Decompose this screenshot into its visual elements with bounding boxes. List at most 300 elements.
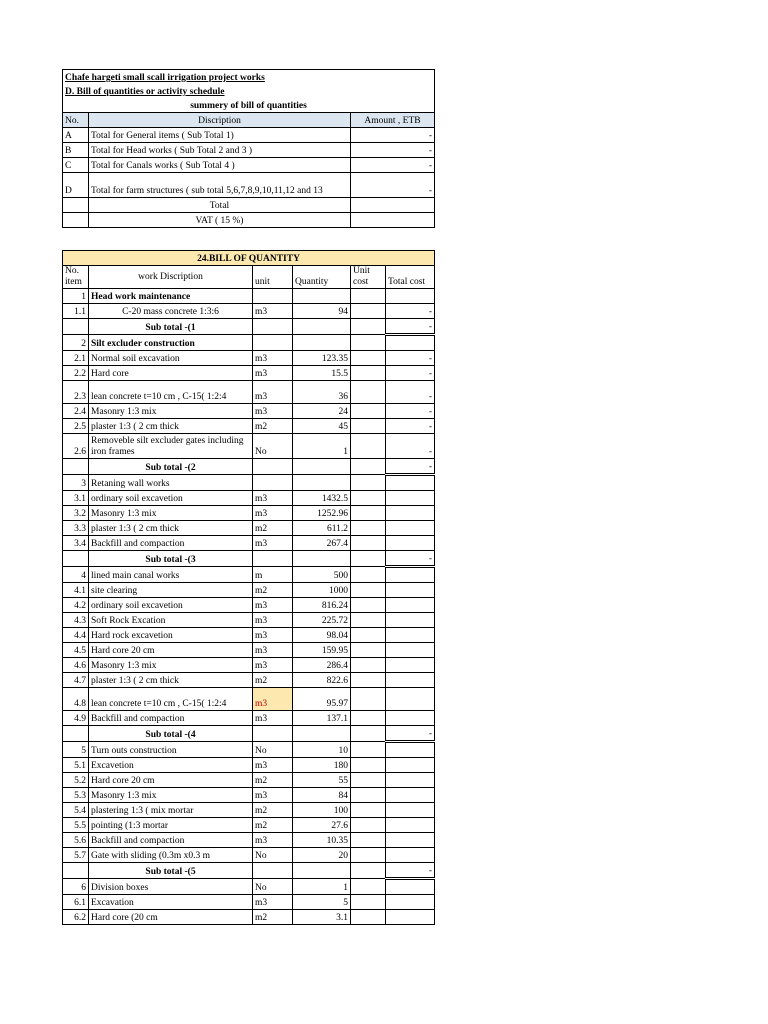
unit-cost bbox=[351, 726, 386, 742]
unit-cost bbox=[351, 673, 386, 688]
work-description: Soft Rock Excation bbox=[89, 613, 253, 628]
total-cost bbox=[386, 598, 435, 613]
unit: No bbox=[253, 742, 293, 758]
work-description: Division boxes bbox=[89, 879, 253, 895]
unit-cost bbox=[351, 335, 386, 351]
table-row bbox=[63, 434, 435, 459]
row-no: A bbox=[63, 128, 89, 143]
summary-row bbox=[63, 128, 435, 143]
unit: m3 bbox=[253, 833, 293, 848]
item-no: 3.3 bbox=[63, 521, 89, 536]
item-no: 5.3 bbox=[63, 788, 89, 803]
quantity: 100 bbox=[293, 803, 351, 818]
quantity: 94 bbox=[293, 304, 351, 319]
total-cost: - bbox=[386, 351, 435, 366]
unit: m2 bbox=[253, 419, 293, 434]
work-description: Masonry 1:3 mix bbox=[89, 404, 253, 419]
table-row bbox=[63, 335, 435, 351]
table-row bbox=[63, 742, 435, 758]
quantity: 123.35 bbox=[293, 351, 351, 366]
table-row bbox=[63, 419, 435, 434]
unit-cost bbox=[351, 688, 386, 711]
summary-row bbox=[63, 173, 435, 198]
item-no bbox=[63, 459, 89, 475]
summary-row bbox=[63, 143, 435, 158]
quantity: 10 bbox=[293, 742, 351, 758]
unit-cost bbox=[351, 658, 386, 673]
total-cost bbox=[386, 895, 435, 910]
quantity: 225.72 bbox=[293, 613, 351, 628]
table-row bbox=[63, 289, 435, 304]
unit-cost bbox=[351, 758, 386, 773]
unit-cost bbox=[351, 818, 386, 833]
table-row bbox=[63, 848, 435, 863]
unit: m3 bbox=[253, 643, 293, 658]
vat-label: VAT ( 15 %) bbox=[89, 213, 351, 228]
unit: m2 bbox=[253, 673, 293, 688]
item-no: 5.7 bbox=[63, 848, 89, 863]
total-cost bbox=[386, 475, 435, 491]
unit bbox=[253, 459, 293, 475]
item-no: 6 bbox=[63, 879, 89, 895]
quantity: 98.04 bbox=[293, 628, 351, 643]
total-cost: - bbox=[386, 381, 435, 404]
subtotal-row bbox=[63, 726, 435, 742]
total-cost bbox=[386, 848, 435, 863]
total-cost: - bbox=[386, 304, 435, 319]
unit-cost bbox=[351, 833, 386, 848]
unit-cost bbox=[351, 289, 386, 304]
quantity: 3.1 bbox=[293, 910, 351, 925]
subtotal-row bbox=[63, 863, 435, 879]
quantity: 1 bbox=[293, 879, 351, 895]
total-cost bbox=[386, 773, 435, 788]
total-cost bbox=[386, 879, 435, 895]
work-description: C-20 mass concrete 1:3:6 bbox=[89, 304, 253, 319]
quantity: 500 bbox=[293, 567, 351, 583]
boq-banner: 24.BILL OF QUANTITY bbox=[63, 251, 435, 266]
work-description: Hard core 20 cm bbox=[89, 773, 253, 788]
header-description: Discription bbox=[89, 113, 351, 128]
total-label: Total bbox=[89, 198, 351, 213]
total-cost bbox=[386, 758, 435, 773]
unit: m2 bbox=[253, 583, 293, 598]
unit bbox=[253, 726, 293, 742]
table-row bbox=[63, 879, 435, 895]
table-row bbox=[63, 673, 435, 688]
subtotal-row bbox=[63, 459, 435, 475]
quantity: 15.5 bbox=[293, 366, 351, 381]
unit-cost bbox=[351, 419, 386, 434]
table-row bbox=[63, 773, 435, 788]
unit-cost bbox=[351, 803, 386, 818]
work-description: Sub total -(2 bbox=[89, 459, 253, 475]
work-description: Hard core 20 cm bbox=[89, 643, 253, 658]
quantity: 286.4 bbox=[293, 658, 351, 673]
table-row bbox=[63, 628, 435, 643]
quantity: 1000 bbox=[293, 583, 351, 598]
header-unit: unit bbox=[253, 266, 293, 289]
work-description: Removeble silt excluder gates including iron frames bbox=[89, 434, 253, 459]
work-description: Masonry 1:3 mix bbox=[89, 658, 253, 673]
row-no: D bbox=[63, 173, 89, 198]
work-description: Gate with sliding (0.3m x0.3 m bbox=[89, 848, 253, 863]
empty-cell bbox=[63, 213, 89, 228]
quantity: 27.6 bbox=[293, 818, 351, 833]
unit: m3 bbox=[253, 598, 293, 613]
row-amount: - bbox=[351, 128, 435, 143]
quantity: 45 bbox=[293, 419, 351, 434]
total-cost: - bbox=[386, 863, 435, 879]
work-description: lined main canal works bbox=[89, 567, 253, 583]
unit: m2 bbox=[253, 910, 293, 925]
item-no: 5.4 bbox=[63, 803, 89, 818]
subtotal-row bbox=[63, 551, 435, 567]
item-no bbox=[63, 726, 89, 742]
unit: m3 bbox=[253, 536, 293, 551]
table-row bbox=[63, 506, 435, 521]
quantity: 267.4 bbox=[293, 536, 351, 551]
unit-cost bbox=[351, 863, 386, 879]
bill-of-quantity-table bbox=[62, 250, 435, 925]
total-cost bbox=[386, 673, 435, 688]
item-no: 5.6 bbox=[63, 833, 89, 848]
total-cost bbox=[386, 833, 435, 848]
work-description: ordinary soil excavetion bbox=[89, 598, 253, 613]
unit-cost bbox=[351, 434, 386, 459]
item-no: 2.2 bbox=[63, 366, 89, 381]
header-no: No. bbox=[63, 113, 89, 128]
unit-cost bbox=[351, 773, 386, 788]
item-no bbox=[63, 863, 89, 879]
total-cost: - bbox=[386, 366, 435, 381]
table-row bbox=[63, 758, 435, 773]
work-description: Masonry 1:3 mix bbox=[89, 788, 253, 803]
work-description: Silt excluder construction bbox=[89, 335, 253, 351]
total-cost bbox=[386, 643, 435, 658]
item-no: 4.7 bbox=[63, 673, 89, 688]
table-row bbox=[63, 521, 435, 536]
unit: m2 bbox=[253, 521, 293, 536]
unit: m3 bbox=[253, 506, 293, 521]
unit-cost bbox=[351, 583, 386, 598]
unit-cost bbox=[351, 628, 386, 643]
quantity: 159.95 bbox=[293, 643, 351, 658]
total-cost: - bbox=[386, 319, 435, 335]
unit-cost bbox=[351, 598, 386, 613]
quantity: 611.2 bbox=[293, 521, 351, 536]
total-cost: - bbox=[386, 419, 435, 434]
unit: m3 bbox=[253, 895, 293, 910]
quantity: 822.6 bbox=[293, 673, 351, 688]
unit: m3 bbox=[253, 381, 293, 404]
unit: m3 bbox=[253, 351, 293, 366]
total-cost bbox=[386, 536, 435, 551]
row-no: B bbox=[63, 143, 89, 158]
unit bbox=[253, 863, 293, 879]
quantity bbox=[293, 475, 351, 491]
unit: m2 bbox=[253, 773, 293, 788]
total-cost bbox=[386, 711, 435, 726]
quantity bbox=[293, 335, 351, 351]
unit-cost bbox=[351, 551, 386, 567]
row-description: Total for farm structures ( sub total 5,6,7,8,9,10,11,12 and 13 bbox=[89, 173, 351, 198]
item-no: 4.6 bbox=[63, 658, 89, 673]
section-title: D. Bill of quantities or activity schedule bbox=[63, 84, 435, 98]
unit bbox=[253, 551, 293, 567]
unit-cost bbox=[351, 366, 386, 381]
empty-cell bbox=[63, 198, 89, 213]
work-description: ordinary soil excavetion bbox=[89, 491, 253, 506]
quantity bbox=[293, 289, 351, 304]
unit: m3 bbox=[253, 688, 293, 711]
item-no: 4 bbox=[63, 567, 89, 583]
unit-cost bbox=[351, 491, 386, 506]
unit: m3 bbox=[253, 304, 293, 319]
header-total-cost: Total cost bbox=[386, 266, 435, 289]
work-description: plaster 1:3 ( 2 cm thick bbox=[89, 419, 253, 434]
header-item-no: No. item bbox=[63, 266, 89, 289]
work-description: plaster 1:3 ( 2 cm thick bbox=[89, 521, 253, 536]
unit: m3 bbox=[253, 628, 293, 643]
unit: No bbox=[253, 434, 293, 459]
item-no: 4.5 bbox=[63, 643, 89, 658]
table-row bbox=[63, 788, 435, 803]
table-row bbox=[63, 910, 435, 925]
quantity bbox=[293, 726, 351, 742]
item-no: 2.3 bbox=[63, 381, 89, 404]
table-row bbox=[63, 688, 435, 711]
boq-body bbox=[63, 289, 435, 925]
unit-cost bbox=[351, 567, 386, 583]
work-description: plaster 1:3 ( 2 cm thick bbox=[89, 673, 253, 688]
quantity bbox=[293, 319, 351, 335]
summary-subtitle: summery of bill of quantities bbox=[63, 98, 435, 113]
quantity: 137.1 bbox=[293, 711, 351, 726]
unit: No bbox=[253, 879, 293, 895]
total-cost: - bbox=[386, 459, 435, 475]
unit-cost bbox=[351, 351, 386, 366]
work-description: Turn outs construction bbox=[89, 742, 253, 758]
table-row bbox=[63, 613, 435, 628]
work-description: Backfill and compaction bbox=[89, 833, 253, 848]
unit-cost bbox=[351, 304, 386, 319]
unit-cost bbox=[351, 319, 386, 335]
table-row bbox=[63, 304, 435, 319]
row-description: Total for General items ( Sub Total 1) bbox=[89, 128, 351, 143]
work-description: Backfill and compaction bbox=[89, 536, 253, 551]
unit-cost bbox=[351, 404, 386, 419]
header-unit-cost: Unit cost bbox=[351, 266, 386, 289]
unit-cost bbox=[351, 506, 386, 521]
unit-cost bbox=[351, 475, 386, 491]
unit: m bbox=[253, 567, 293, 583]
unit bbox=[253, 475, 293, 491]
total-cost bbox=[386, 658, 435, 673]
unit-cost bbox=[351, 848, 386, 863]
total-cost bbox=[386, 910, 435, 925]
item-no: 3.2 bbox=[63, 506, 89, 521]
item-no: 3.1 bbox=[63, 491, 89, 506]
unit-cost bbox=[351, 879, 386, 895]
quantity: 20 bbox=[293, 848, 351, 863]
item-no: 6.1 bbox=[63, 895, 89, 910]
table-row bbox=[63, 404, 435, 419]
unit: m3 bbox=[253, 788, 293, 803]
item-no: 6.2 bbox=[63, 910, 89, 925]
unit-cost bbox=[351, 910, 386, 925]
unit-cost bbox=[351, 521, 386, 536]
total-amount bbox=[351, 198, 435, 213]
table-row bbox=[63, 895, 435, 910]
unit: m3 bbox=[253, 711, 293, 726]
work-description: Sub total -(5 bbox=[89, 863, 253, 879]
unit-cost bbox=[351, 536, 386, 551]
work-description: pointing (1:3 mortar bbox=[89, 818, 253, 833]
unit-cost bbox=[351, 381, 386, 404]
unit: m3 bbox=[253, 658, 293, 673]
item-no: 1 bbox=[63, 289, 89, 304]
work-description: Head work maintenance bbox=[89, 289, 253, 304]
total-cost bbox=[386, 688, 435, 711]
total-cost bbox=[386, 521, 435, 536]
quantity: 24 bbox=[293, 404, 351, 419]
item-no: 5.1 bbox=[63, 758, 89, 773]
unit-cost bbox=[351, 788, 386, 803]
table-row bbox=[63, 475, 435, 491]
item-no: 4.2 bbox=[63, 598, 89, 613]
total-cost bbox=[386, 788, 435, 803]
table-row bbox=[63, 833, 435, 848]
unit-cost bbox=[351, 613, 386, 628]
table-row bbox=[63, 381, 435, 404]
row-amount: - bbox=[351, 173, 435, 198]
table-row bbox=[63, 643, 435, 658]
item-no bbox=[63, 551, 89, 567]
unit: m3 bbox=[253, 404, 293, 419]
unit-cost bbox=[351, 643, 386, 658]
work-description: Backfill and compaction bbox=[89, 711, 253, 726]
quantity: 55 bbox=[293, 773, 351, 788]
row-description: Total for Head works ( Sub Total 2 and 3 ) bbox=[89, 143, 351, 158]
work-description: Normal soil excavation bbox=[89, 351, 253, 366]
work-description: site clearing bbox=[89, 583, 253, 598]
unit bbox=[253, 289, 293, 304]
quantity: 816.24 bbox=[293, 598, 351, 613]
table-row bbox=[63, 711, 435, 726]
total-cost bbox=[386, 567, 435, 583]
table-row bbox=[63, 351, 435, 366]
row-no: C bbox=[63, 158, 89, 173]
table-row bbox=[63, 583, 435, 598]
total-cost bbox=[386, 742, 435, 758]
total-cost bbox=[386, 628, 435, 643]
work-description: Excavetion bbox=[89, 758, 253, 773]
total-cost: - bbox=[386, 551, 435, 567]
total-cost bbox=[386, 335, 435, 351]
work-description: Hard core (20 cm bbox=[89, 910, 253, 925]
work-description: lean concrete t=10 cm , C-15( 1:2:4 bbox=[89, 381, 253, 404]
unit: m3 bbox=[253, 366, 293, 381]
unit bbox=[253, 319, 293, 335]
unit: No bbox=[253, 848, 293, 863]
header-quantity: Quantity bbox=[293, 266, 351, 289]
quantity: 10.35 bbox=[293, 833, 351, 848]
item-no bbox=[63, 319, 89, 335]
total-cost bbox=[386, 506, 435, 521]
unit: m2 bbox=[253, 818, 293, 833]
quantity bbox=[293, 863, 351, 879]
unit: m3 bbox=[253, 758, 293, 773]
quantity bbox=[293, 459, 351, 475]
header-work-description: work Discription bbox=[89, 266, 253, 289]
item-no: 4.4 bbox=[63, 628, 89, 643]
header-amount: Amount , ETB bbox=[351, 113, 435, 128]
work-description: Hard rock excavetion bbox=[89, 628, 253, 643]
item-no: 3.4 bbox=[63, 536, 89, 551]
unit-cost bbox=[351, 895, 386, 910]
quantity: 1252.96 bbox=[293, 506, 351, 521]
vat-amount bbox=[351, 213, 435, 228]
unit: m3 bbox=[253, 613, 293, 628]
item-no: 4.8 bbox=[63, 688, 89, 711]
work-description: Hard core bbox=[89, 366, 253, 381]
total-cost: - bbox=[386, 404, 435, 419]
quantity: 1432.5 bbox=[293, 491, 351, 506]
summary-row bbox=[63, 158, 435, 173]
unit-cost bbox=[351, 459, 386, 475]
project-title: Chafe hargeti small scall irrigation project works bbox=[63, 70, 435, 85]
table-row bbox=[63, 803, 435, 818]
unit: m2 bbox=[253, 803, 293, 818]
row-amount: - bbox=[351, 158, 435, 173]
total-cost bbox=[386, 491, 435, 506]
table-row bbox=[63, 818, 435, 833]
total-cost bbox=[386, 818, 435, 833]
quantity bbox=[293, 551, 351, 567]
item-no: 4.3 bbox=[63, 613, 89, 628]
unit bbox=[253, 335, 293, 351]
unit-cost bbox=[351, 711, 386, 726]
total-cost bbox=[386, 803, 435, 818]
item-no: 2.4 bbox=[63, 404, 89, 419]
work-description: Retaning wall works bbox=[89, 475, 253, 491]
item-no: 5.5 bbox=[63, 818, 89, 833]
total-cost bbox=[386, 289, 435, 304]
table-row bbox=[63, 366, 435, 381]
quantity: 36 bbox=[293, 381, 351, 404]
table-row bbox=[63, 536, 435, 551]
quantity: 180 bbox=[293, 758, 351, 773]
quantity: 5 bbox=[293, 895, 351, 910]
item-no: 1.1 bbox=[63, 304, 89, 319]
item-no: 4.1 bbox=[63, 583, 89, 598]
row-amount: - bbox=[351, 143, 435, 158]
table-row bbox=[63, 658, 435, 673]
quantity: 1 bbox=[293, 434, 351, 459]
unit: m3 bbox=[253, 491, 293, 506]
item-no: 2.6 bbox=[63, 434, 89, 459]
item-no: 5.2 bbox=[63, 773, 89, 788]
quantity: 95.97 bbox=[293, 688, 351, 711]
row-description: Total for Canals works ( Sub Total 4 ) bbox=[89, 158, 351, 173]
table-row bbox=[63, 491, 435, 506]
item-no: 2 bbox=[63, 335, 89, 351]
work-description: Sub total -(3 bbox=[89, 551, 253, 567]
total-cost: - bbox=[386, 726, 435, 742]
work-description: lean concrete t=10 cm , C-15( 1:2:4 bbox=[89, 688, 253, 711]
work-description: Masonry 1:3 mix bbox=[89, 506, 253, 521]
